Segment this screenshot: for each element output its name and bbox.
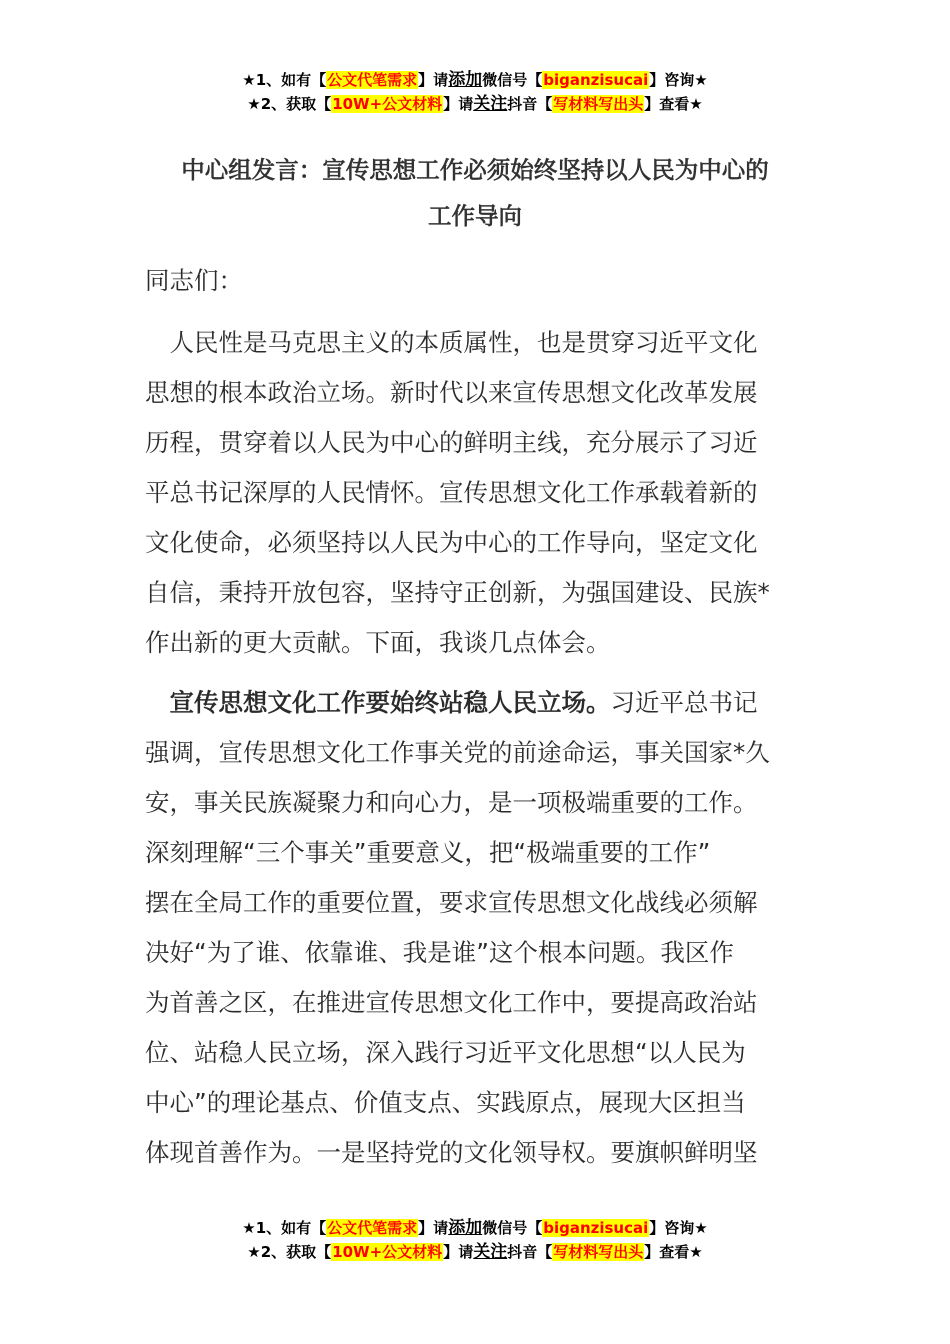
banner-text: 】请 — [418, 1219, 449, 1237]
banner-emphasis: 添加 — [448, 70, 483, 90]
paragraph-line: 强调，宣传思想文化工作事关党的前途命运，事关国家*久 — [145, 738, 770, 767]
title-line-2: 工作导向 — [428, 202, 522, 230]
paragraph-line: 人民性是马克思主义的本质属性，也是贯穿习近平文化 — [145, 328, 758, 357]
banner-emphasis: 添加 — [448, 1218, 483, 1238]
banner-line-2 — [0, 92, 950, 116]
banner-text: 】查看★ — [644, 1243, 703, 1261]
paragraph-lead-heading: 宣传思想文化工作要始终站稳人民立场。 — [169, 688, 611, 717]
paragraph-line: 决好“为了谁、依靠谁、我是谁”这个根本问题。我区作 — [145, 938, 734, 967]
highlight-materials: 10W+公文材料 — [332, 1243, 443, 1261]
paragraph-line: 体现首善作为。一是坚持党的文化领导权。要旗帜鲜明坚 — [145, 1138, 758, 1167]
highlight-wechat-id: biganzisucai — [543, 1219, 649, 1237]
paragraph-line: 为首善之区，在推进宣传思想文化工作中，要提高政治站 — [145, 988, 758, 1017]
banner-text: 】请 — [443, 1243, 474, 1261]
banner-emphasis: 关注 — [473, 94, 508, 114]
bottom-ad-banner — [0, 1216, 950, 1264]
paragraph-line: 平总书记深厚的人民情怀。宣传思想文化工作承载着新的 — [145, 478, 758, 507]
banner-text: 】请 — [443, 95, 474, 113]
highlight-service: 公文代笔需求 — [327, 1219, 418, 1237]
banner-text: 微信号【 — [482, 71, 543, 89]
banner-text: ★2、获取【 — [247, 95, 332, 113]
highlight-douyin-id: 写材料写出头 — [553, 95, 644, 113]
paragraph-line: 摆在全局工作的重要位置，要求宣传思想文化战线必须解 — [145, 888, 758, 917]
paragraph-line: 作出新的更大贡献。下面，我谈几点体会。 — [145, 628, 611, 657]
top-ad-banner — [0, 68, 950, 116]
paragraph-line: 安，事关民族凝聚力和向心力，是一项极端重要的工作。 — [145, 788, 758, 817]
highlight-service: 公文代笔需求 — [327, 71, 418, 89]
paragraph-line: 思想的根本政治立场。新时代以来宣传思想文化改革发展 — [145, 378, 758, 407]
banner-text: 抖音【 — [507, 1243, 553, 1261]
banner-emphasis: 关注 — [473, 1242, 508, 1262]
banner-text: 】请 — [418, 71, 449, 89]
banner-text: ★2、获取【 — [247, 1243, 332, 1261]
indent — [145, 688, 170, 717]
paragraph-lead-line — [145, 678, 815, 728]
banner-line-1 — [0, 68, 950, 92]
paragraph-lead-text: 习近平总书记 — [610, 688, 758, 717]
paragraph-line: 历程，贯穿着以人民为中心的鲜明主线，充分展示了习近 — [145, 428, 758, 457]
paragraph-1 — [145, 318, 815, 668]
paragraph-line: 中心”的理论基点、价值支点、实践原点，展现大区担当 — [145, 1088, 746, 1117]
paragraph-line: 深刻理解“三个事关”重要意义，把“极端重要的工作” — [145, 838, 711, 867]
greeting-text: 同志们： — [145, 266, 243, 295]
banner-text: 】查看★ — [644, 95, 703, 113]
banner-text: 】咨询★ — [649, 1219, 708, 1237]
greeting — [145, 256, 815, 306]
highlight-wechat-id: biganzisucai — [543, 71, 649, 89]
banner-text: ★1、如有【 — [242, 1219, 327, 1237]
page-title — [145, 147, 805, 239]
paragraph-2 — [145, 678, 815, 1178]
banner-text: 微信号【 — [482, 1219, 543, 1237]
paragraph-line: 位、站稳人民立场，深入践行习近平文化思想“以人民为 — [145, 1038, 746, 1067]
banner-line-1 — [0, 1216, 950, 1240]
banner-line-2 — [0, 1240, 950, 1264]
banner-text: 】咨询★ — [649, 71, 708, 89]
banner-text: ★1、如有【 — [242, 71, 327, 89]
highlight-materials: 10W+公文材料 — [332, 95, 443, 113]
paragraph-line: 自信，秉持开放包容，坚持守正创新，为强国建设、民族* — [145, 578, 770, 607]
title-line-1: 中心组发言：宣传思想工作必须始终坚持以人民为中心的 — [181, 156, 769, 184]
paragraph-line: 文化使命，必须坚持以人民为中心的工作导向，坚定文化 — [145, 528, 758, 557]
banner-text: 抖音【 — [507, 95, 553, 113]
highlight-douyin-id: 写材料写出头 — [553, 1243, 644, 1261]
